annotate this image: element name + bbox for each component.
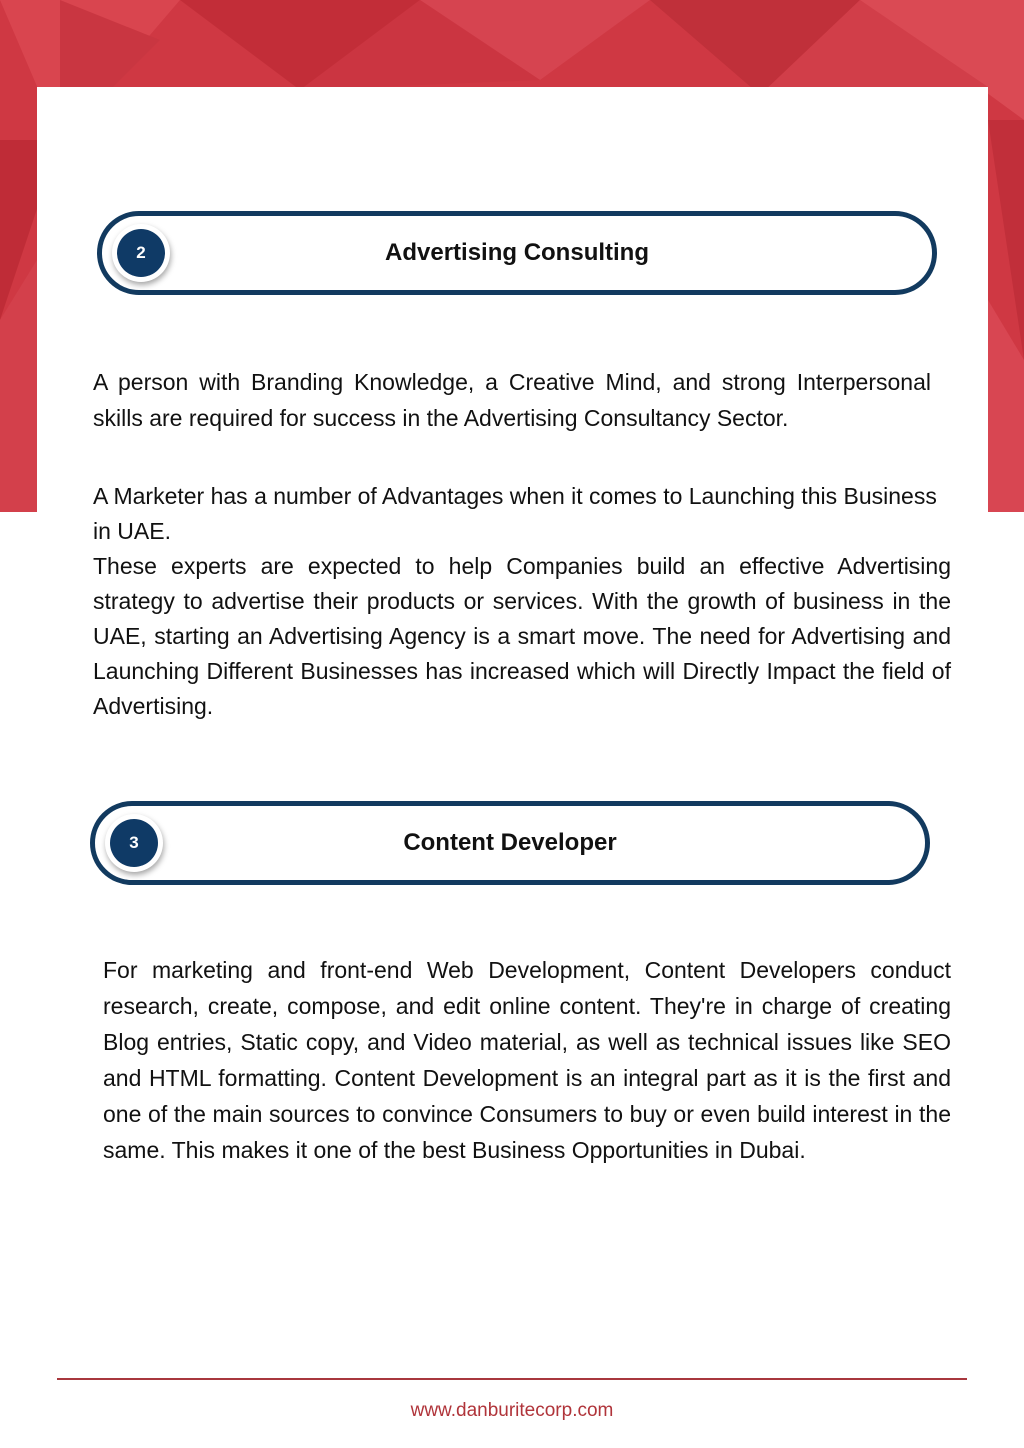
footer-divider [57,1378,967,1380]
paragraph: A person with Branding Knowledge, a Creative Mind, and strong Interpersonal skills are required for success in the Advertising Consultancy Sector. [93,369,931,431]
footer-website-link[interactable]: www.danburitecorp.com [410,1400,614,1421]
section-header-content-developer [90,801,930,885]
paragraph: A Marketer has a number of Advantages when it comes to Launching this Business in UAE. [93,483,937,544]
section-title: Advertising Consulting [385,239,649,266]
section-title: Content Developer [403,829,617,856]
paragraph: These experts are expected to help Companies build an effective Advertising strategy to advertise their products or services. With the growth of business in the UAE, starting an Advertising Agency is a smart move. The need for Advertising and Launching Different Businesses has increased which will Directly Impact the field of Advertising. [93,553,951,719]
section-number: 3 [110,819,158,867]
section-number: 2 [117,229,165,277]
section-header-advertising-consulting [97,211,937,295]
paragraph: For marketing and front-end Web Development, Content Developers conduct research, create, compose, and edit online content. They're in charge of creating Blog entries, Static copy, and Video material, as well as technical issues like SEO and HTML formatting. Content Development is an integral part as it is the first and one of the main sources to convince Consumers to buy or even build interest in the same. This makes it one of the best Business Opportunities in Dubai. [103,957,951,1163]
